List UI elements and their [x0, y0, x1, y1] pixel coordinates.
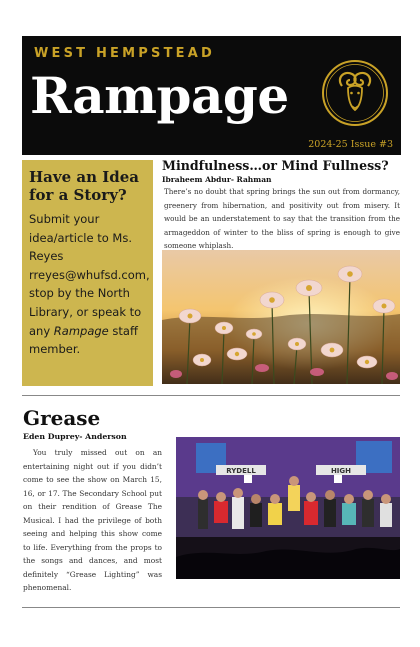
- grease-musical-photo: [176, 437, 400, 579]
- ram-logo-icon: [320, 58, 390, 128]
- newspaper-title: Rampage: [30, 66, 289, 125]
- masthead-kicker: WEST HEMPSTEAD: [34, 46, 215, 61]
- article1-author: Ibraheem Abdur- Rahman: [162, 175, 272, 184]
- sidebar-body: [29, 210, 150, 359]
- article2-headline: Grease: [23, 406, 101, 430]
- masthead: [22, 36, 401, 155]
- stage-sign-right: HIGH: [330, 467, 352, 475]
- sidebar-text-2: staff member.: [29, 323, 138, 357]
- article1-body: There’s no doubt that spring brings the sun out from dormancy, greenery from hibernation, and positivity out from misery. It would be an understatement to say that the transition from the armageddon of winter to the bliss of spring is enough to give someone whiplash.: [164, 187, 400, 250]
- sidebar-title: Have an Idea for a Story?: [29, 168, 139, 204]
- article2-author: Eden Duprey- Anderson: [23, 432, 127, 441]
- bottom-divider: [22, 607, 400, 608]
- article1-headline: Mindfulness…or Mind Fullness?: [162, 158, 389, 173]
- sidebar-emphasis: Rampage: [53, 323, 109, 338]
- spring-flowers-photo: [162, 250, 400, 384]
- section-divider: [22, 395, 400, 396]
- story-idea-sidebar: [22, 160, 153, 386]
- article2-body: You truly missed out on an entertaining night out if you didn’t come to see the show on March 15, 16, or 17. The Secondary School put on their rendition of Grease The Musical. I had the privilege of both seeing and helping this show come to life. Everything from the props to the songs and dances, and most definitely “Grease Lighting” was phenomenal.: [23, 448, 162, 592]
- issue-label: 2024-25 Issue #3: [308, 139, 393, 150]
- sidebar-text-1: Submit your idea/article to Ms. Reyes rreyes@whufsd.com, stop by the North Library, or speak to any: [29, 212, 150, 338]
- stage-sign-left: RYDELL: [226, 467, 256, 475]
